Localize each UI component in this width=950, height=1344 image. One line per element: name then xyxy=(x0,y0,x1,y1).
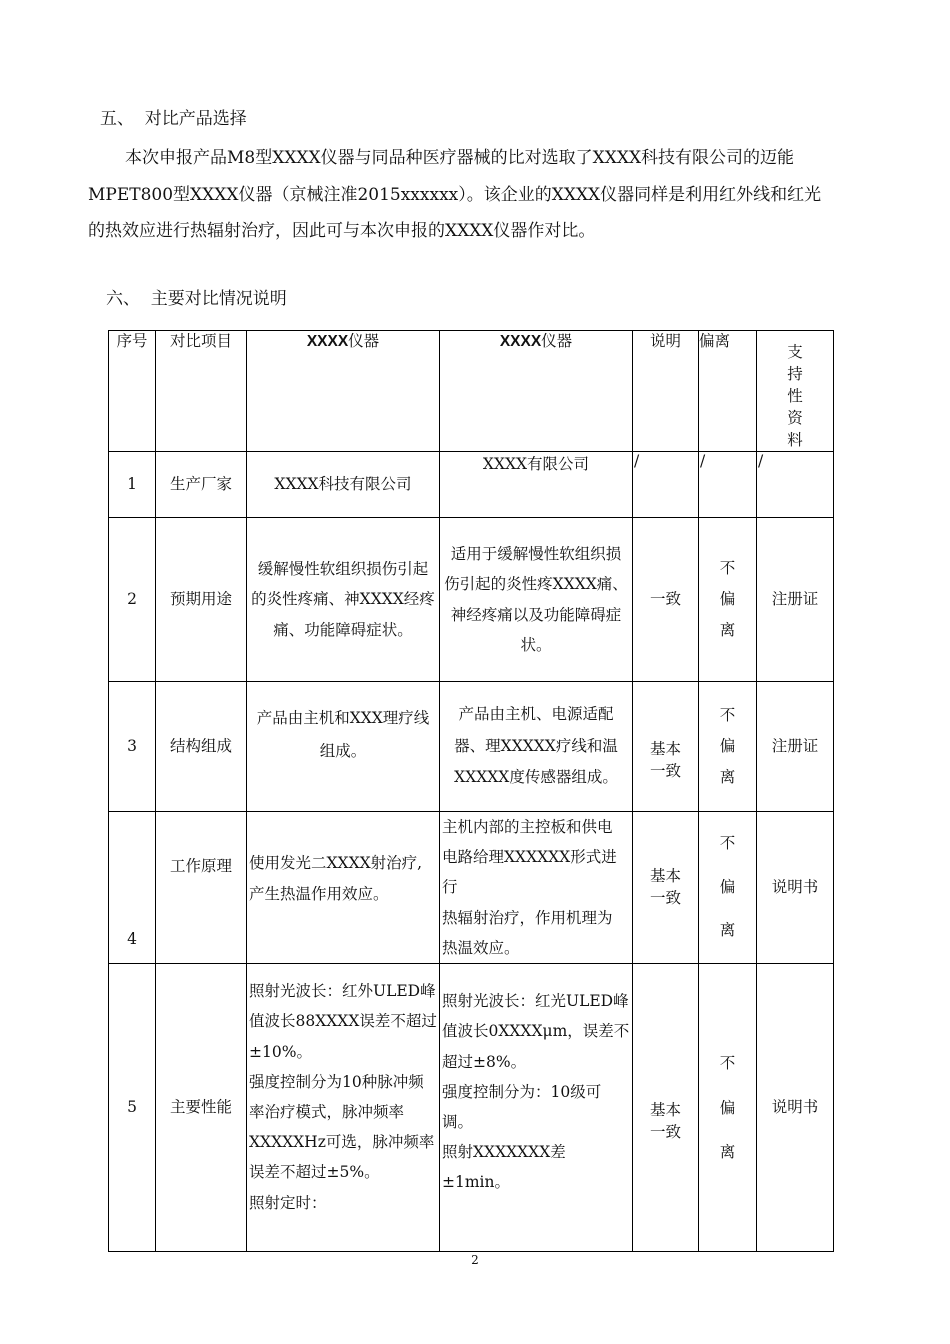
section-heading-5: 五、 对比产品选择 xyxy=(100,109,247,129)
row-item: 主要性能 xyxy=(156,964,247,1252)
table-row xyxy=(109,682,834,812)
paragraph-line: 的热效应进行热辐射治疗，因此可与本次申报的XXXX仪器作对比。 xyxy=(88,221,596,241)
table-row xyxy=(109,452,834,518)
row-support: 说明书 xyxy=(757,964,834,1252)
header-product-a: XXXX仪器 xyxy=(247,331,440,452)
row-item: 预期用途 xyxy=(156,518,247,682)
row-seq: 2 xyxy=(109,518,156,682)
row-deviation: 不 偏 离 xyxy=(699,682,757,812)
row-product-a: 照射光波长：红外ULED峰 值波长88XXXX误差不超过 ±10%。 强度控制分为10种脉冲频 率治疗模式，脉冲频率 XXXXXHz可选，脉冲频率 误差不超过±5%。 照射定时： xyxy=(247,964,440,1252)
header-item: 对比项目 xyxy=(156,331,247,452)
row-note: 基本 一致 xyxy=(633,964,699,1252)
row-product-b: XXXX有限公司 xyxy=(440,452,633,518)
row-item: 结构组成 xyxy=(156,682,247,812)
row-product-b: 适用于缓解慢性软组织损 伤引起的炎性疼XXXX痛、 神经疼痛以及功能障碍症 状。 xyxy=(440,518,633,682)
row-support: 注册证 xyxy=(757,682,834,812)
comparison-table xyxy=(108,330,834,1252)
row-product-b: 照射光波长：红光ULED峰 值波长0XXXXμm，误差不 超过±8%。 强度控制分为：10级可 调。 照射XXXXXXX差±1min。 xyxy=(440,964,633,1252)
row-support: 说明书 xyxy=(757,812,834,964)
row-deviation: 不 偏 离 xyxy=(699,518,757,682)
row-note: 基本 一致 xyxy=(633,682,699,812)
row-seq: 3 xyxy=(109,682,156,812)
header-note: 说明 xyxy=(633,331,699,452)
header-seq: 序号 xyxy=(109,331,156,452)
row-deviation: 不 偏 离 xyxy=(699,812,757,964)
row-product-b: 主机内部的主控板和供电 电路给理XXXXXX形式进行 热辐射治疗，作用机理为 热温效应。 xyxy=(440,812,633,964)
row-note: / xyxy=(633,452,699,518)
page-number: 2 xyxy=(471,1253,479,1267)
row-seq: 4 xyxy=(109,812,156,964)
section-heading-6: 六、 主要对比情况说明 xyxy=(106,289,287,309)
row-product-a: 使用发光二XXXX射治疗, 产生热温作用效应。 xyxy=(247,812,440,964)
header-support: 支 持 性 资 料 xyxy=(757,331,834,452)
row-product-a: 产品由主机和XXX理疗线 组成。 xyxy=(247,682,440,812)
paragraph-line: 本次申报产品M8型XXXX仪器与同品种医疗器械的比对选取了XXXX科技有限公司的迈能 xyxy=(125,148,795,168)
row-item: 工作原理 xyxy=(156,812,247,964)
row-seq: 1 xyxy=(109,452,156,518)
table-row xyxy=(109,812,834,964)
paragraph-line: MPET800型XXXX仪器（京械注准2015xxxxxx）。该企业的XXXX仪器同样是利用红外线和红光 xyxy=(88,185,822,205)
row-seq: 5 xyxy=(109,964,156,1252)
row-item: 生产厂家 xyxy=(156,452,247,518)
row-deviation: 不 偏 离 xyxy=(699,964,757,1252)
table-row xyxy=(109,964,834,1252)
row-support: / xyxy=(757,452,834,518)
header-product-b: XXXX仪器 xyxy=(440,331,633,452)
row-note: 基本 一致 xyxy=(633,812,699,964)
row-product-a: 缓解慢性软组织损伤引起 的炎性疼痛、神XXXX经疼 痛、功能障碍症状。 xyxy=(247,518,440,682)
row-note: 一致 xyxy=(633,518,699,682)
header-deviation: 偏离 xyxy=(699,331,757,452)
row-support: 注册证 xyxy=(757,518,834,682)
row-deviation: / xyxy=(699,452,757,518)
table-row xyxy=(109,518,834,682)
row-product-a: XXXX科技有限公司 xyxy=(247,452,440,518)
row-product-b: 产品由主机、电源适配 器、理XXXXX疗线和温 XXXXX度传感器组成。 xyxy=(440,682,633,812)
table-header-row xyxy=(109,331,834,452)
